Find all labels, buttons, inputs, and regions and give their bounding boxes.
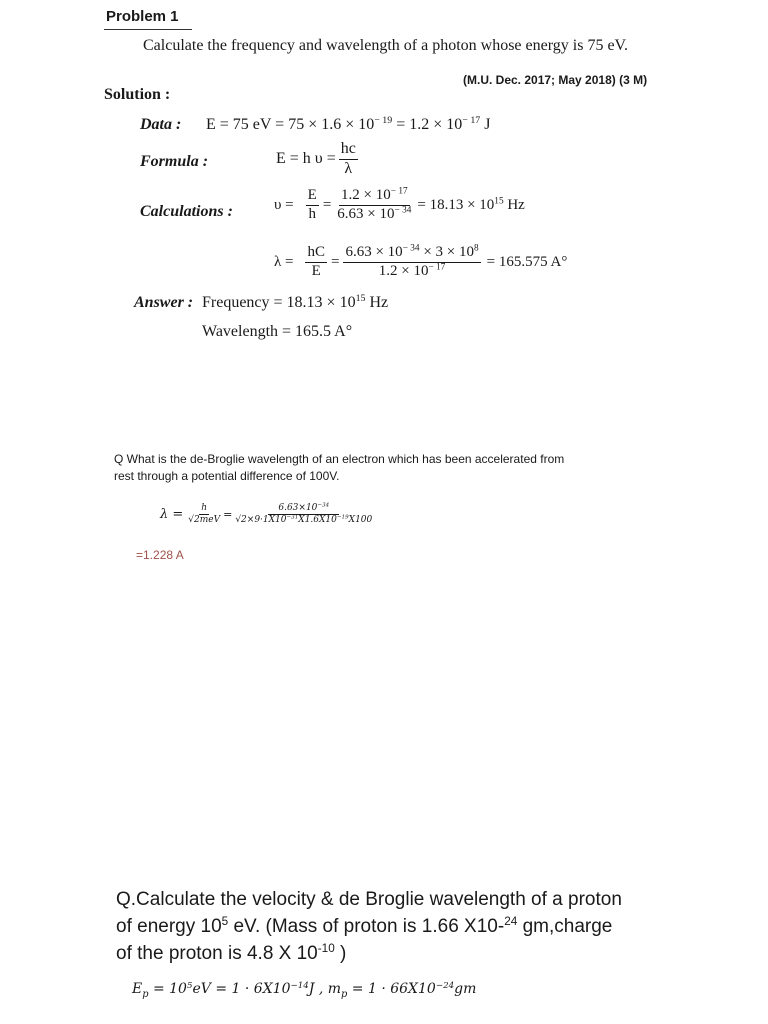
q3-question-line3: of the proton is 4.8 X $10^{-10}$ ) [116,941,347,964]
answer-wavelength: Wavelength = 165.5 A° [202,323,353,340]
q3-question-line1: Q.Calculate the velocity & de Broglie wavelength of a proton [116,889,622,910]
exam-reference: (M.U. Dec. 2017; May 2018) (3 M) [463,73,648,87]
frequency-calculation: υ = $\frac{E}{h}$ = $\frac{1.2 \times 10^{- 17}}{6.63 \times 10^{- 34}}$ = $18.13 \times 10^{15}$ Hz [274,186,525,222]
q2-equation: λ = $\frac{h}{\text{√2meV}}$ = $\frac{6.63\times 10^{-34}}{√2\times 9\cdot 1X10^{-31}X1.6X10^{-19}X100}$ [160,502,373,526]
q2-answer: =1.228 A [136,548,184,562]
data-label: Data : [140,116,182,133]
problem-heading: Problem 1 [106,8,179,25]
q3-given-equation: $E_p = 10^5eV = 1 \cdot 6X10^{-14}J$ , $m_p = 1 \cdot 66X10^{-24}gm$ [132,980,477,1000]
calculations-label: Calculations : [140,203,233,220]
solution-label: Solution : [104,86,171,103]
formula-fraction: $\frac{hc}{\lambda}$ [340,140,356,177]
data-expression: E = 75 eV = $75 \times 1.6 \times 10^{- 19} = 1.2 \times 10^{- 17}$ J [206,115,491,133]
formula-label: Formula : [140,153,209,170]
answer-label: Answer : [134,294,194,311]
wavelength-calculation: λ = $\frac{hC}{E}$ = $\frac{6.63 \times 10^{- 34} \times 3 \times 10^8}{1.2 \times 10^{- 17}}$ = 165.575 A° [274,243,568,279]
answer-frequency: Frequency = $18.13 \times 10^{15}$ Hz [202,293,389,311]
q3-question-line2: of energy $10^5$ eV. (Mass of proton is 1.66 X10-$^{24}$ gm,charge [116,914,613,937]
formula-expression: E = h υ = $\frac{hc}{\lambda}$ [276,140,356,177]
q2-question-line2: rest through a potential difference of 100V. [114,469,340,483]
q2-question-line1: Q What is the de-Broglie wavelength of an electron which has been accelerated from [114,452,565,466]
heading-underline [104,29,192,30]
problem-question: Calculate the frequency and wavelength of a photon whose energy is 75 eV. [143,37,629,54]
